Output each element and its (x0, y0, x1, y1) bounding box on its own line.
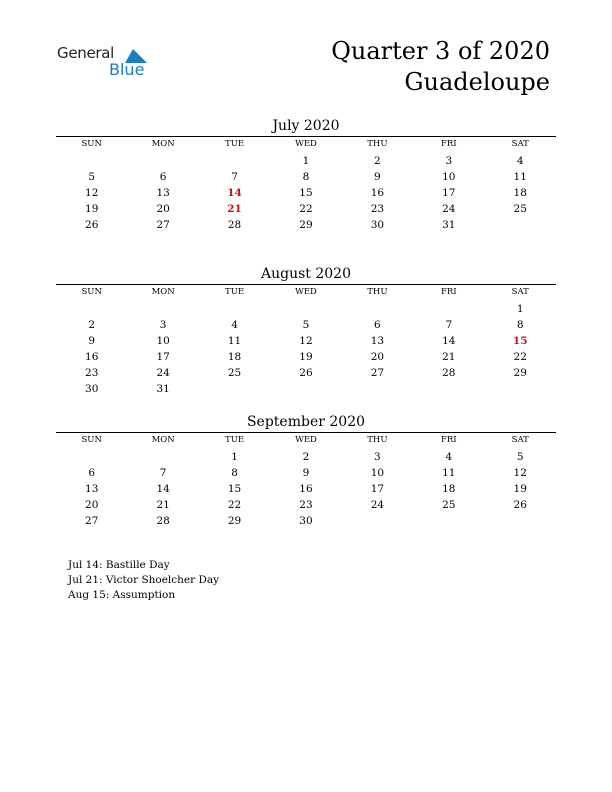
day-cell: 16 (85, 351, 99, 363)
day-cell: 13 (156, 187, 170, 199)
day-cell: 9 (88, 335, 96, 347)
week-row (56, 201, 556, 217)
day-cell: 3 (374, 451, 381, 463)
day-cell: 23 (370, 203, 385, 215)
day-cell: 26 (513, 499, 527, 511)
weekday-header: MON (151, 139, 175, 149)
logo-blue-text: Blue (109, 60, 145, 79)
day-cell: 4 (445, 451, 453, 463)
day-cell: 16 (299, 483, 313, 495)
day-cell: 8 (231, 467, 238, 479)
week-row (56, 217, 556, 233)
weekday-header: FRI (440, 139, 457, 149)
day-cell: 29 (299, 219, 313, 231)
day-cell: 11 (442, 467, 456, 479)
holiday-note: Jul 14: Bastille Day (68, 559, 170, 571)
day-cell: 16 (370, 187, 385, 199)
weekday-header: THU (367, 139, 388, 149)
day-cell: 17 (442, 187, 456, 199)
day-cell: 21 (442, 351, 456, 363)
day-cell: 1 (516, 303, 524, 315)
weekday-header: SUN (81, 287, 102, 297)
day-cell: 4 (516, 155, 524, 167)
day-cell: 1 (231, 451, 238, 463)
day-cell: 18 (513, 187, 527, 199)
week-row (56, 153, 556, 169)
day-cell: 23 (299, 499, 313, 511)
day-cell: 8 (302, 171, 310, 183)
day-cell: 2 (88, 319, 96, 331)
day-cell: 19 (85, 203, 99, 215)
week-row (56, 513, 556, 529)
holiday-day-cell: 15 (512, 335, 528, 347)
weekday-header: MON (151, 435, 175, 445)
weekday-header: WED (295, 139, 317, 149)
day-cell: 20 (370, 351, 385, 363)
day-cell: 14 (442, 335, 456, 347)
day-cell: 22 (299, 203, 313, 215)
day-cell: 19 (513, 483, 527, 495)
day-cell: 27 (156, 219, 170, 231)
day-cell: 30 (299, 515, 313, 527)
day-cell: 11 (227, 335, 242, 347)
empty-day-cell (127, 449, 198, 465)
weekday-header: FRI (440, 435, 457, 445)
day-cell: 13 (85, 483, 99, 495)
empty-day-cell (56, 153, 127, 169)
day-cell: 5 (516, 451, 524, 463)
day-cell: 20 (85, 499, 99, 511)
day-cell: 10 (442, 171, 456, 183)
day-cell: 28 (442, 367, 456, 379)
day-cell: 1 (302, 155, 310, 167)
day-cell: 12 (513, 467, 527, 479)
day-cell: 9 (302, 467, 310, 479)
day-cell: 30 (370, 219, 385, 231)
day-cell: 15 (227, 483, 242, 495)
day-cell: 23 (85, 367, 99, 379)
empty-day-cell (485, 513, 556, 529)
day-cell: 30 (85, 383, 99, 395)
empty-day-cell (127, 301, 198, 317)
empty-day-cell (270, 381, 341, 397)
weekday-header: SAT (511, 287, 529, 297)
weekday-header: MON (151, 287, 175, 297)
empty-day-cell (485, 217, 556, 233)
logo-general-text: General (57, 44, 115, 62)
day-cell: 7 (445, 319, 453, 331)
day-cell: 3 (159, 319, 167, 331)
day-cell: 4 (231, 319, 238, 331)
empty-day-cell (127, 153, 198, 169)
day-cell: 6 (88, 467, 96, 479)
day-cell: 15 (299, 187, 313, 199)
week-row (56, 381, 556, 397)
calendar-grid (56, 136, 556, 233)
week-row (56, 185, 556, 201)
day-cell: 27 (85, 515, 99, 527)
week-row (56, 317, 556, 333)
weekday-header: SUN (81, 435, 102, 445)
day-cell: 2 (374, 155, 381, 167)
day-cell: 5 (88, 171, 96, 183)
day-cell: 28 (156, 515, 170, 527)
empty-day-cell (413, 301, 484, 317)
week-row (56, 497, 556, 513)
empty-day-cell (342, 513, 413, 529)
holiday-note: Jul 21: Victor Shoelcher Day (68, 574, 220, 586)
month-august (56, 264, 556, 397)
title-region: Guadeloupe (404, 68, 550, 96)
month-title: September 2020 (246, 414, 366, 430)
day-cell: 12 (85, 187, 99, 199)
empty-day-cell (56, 301, 127, 317)
week-row (56, 349, 556, 365)
empty-day-cell (199, 153, 270, 169)
weekday-header: SAT (511, 435, 529, 445)
day-cell: 6 (159, 171, 167, 183)
empty-day-cell (413, 381, 484, 397)
day-cell: 6 (374, 319, 381, 331)
day-cell: 28 (227, 219, 242, 231)
day-cell: 12 (299, 335, 313, 347)
day-cell: 26 (299, 367, 313, 379)
week-row (56, 365, 556, 381)
empty-day-cell (342, 301, 413, 317)
day-cell: 7 (159, 467, 167, 479)
day-cell: 24 (156, 367, 170, 379)
day-cell: 10 (156, 335, 170, 347)
day-cell: 22 (227, 499, 242, 511)
weekday-header: TUE (225, 139, 245, 149)
page-title (331, 36, 550, 98)
week-row (56, 301, 556, 317)
day-cell: 22 (513, 351, 527, 363)
day-cell: 2 (302, 451, 310, 463)
empty-day-cell (199, 381, 270, 397)
calendar-grid (56, 284, 556, 397)
day-cell: 25 (442, 499, 456, 511)
weekday-header: SUN (81, 139, 102, 149)
logo (57, 44, 157, 84)
empty-day-cell (270, 301, 341, 317)
day-cell: 24 (442, 203, 456, 215)
week-row (56, 481, 556, 497)
weekday-header: THU (367, 435, 388, 445)
weekday-header: THU (367, 287, 388, 297)
holiday-day-cell: 14 (227, 187, 242, 199)
day-cell: 21 (156, 499, 170, 511)
holiday-day-cell: 21 (227, 203, 242, 215)
weekday-header: TUE (225, 287, 245, 297)
day-cell: 7 (231, 171, 238, 183)
day-cell: 18 (442, 483, 456, 495)
day-cell: 3 (445, 155, 453, 167)
weekday-header: WED (295, 287, 317, 297)
empty-day-cell (342, 381, 413, 397)
day-cell: 27 (370, 367, 385, 379)
holiday-notes (68, 558, 219, 603)
day-cell: 5 (302, 319, 310, 331)
day-cell: 29 (227, 515, 242, 527)
day-cell: 31 (156, 383, 170, 395)
month-september (56, 412, 556, 529)
month-title: August 2020 (261, 266, 351, 282)
month-title: July 2020 (272, 118, 340, 134)
week-row (56, 465, 556, 481)
weekday-header: WED (295, 435, 317, 445)
weekday-header-row (56, 433, 556, 448)
day-cell: 18 (227, 351, 242, 363)
empty-day-cell (485, 381, 556, 397)
day-cell: 11 (513, 171, 527, 183)
weekday-header: SAT (511, 139, 529, 149)
weekday-header: TUE (225, 435, 245, 445)
empty-day-cell (413, 513, 484, 529)
day-cell: 26 (85, 219, 99, 231)
title-quarter: Quarter 3 of 2020 (331, 37, 550, 65)
day-cell: 31 (442, 219, 456, 231)
week-row (56, 333, 556, 349)
day-cell: 25 (227, 367, 242, 379)
calendar-grid (56, 432, 556, 529)
empty-day-cell (56, 449, 127, 465)
weekday-header-row (56, 137, 556, 152)
day-cell: 10 (370, 467, 385, 479)
day-cell: 8 (516, 319, 524, 331)
day-cell: 19 (299, 351, 313, 363)
day-cell: 29 (513, 367, 527, 379)
day-cell: 17 (370, 483, 385, 495)
day-cell: 25 (513, 203, 527, 215)
month-july (56, 116, 556, 233)
week-row (56, 169, 556, 185)
weekday-header: FRI (440, 287, 457, 297)
day-cell: 14 (156, 483, 170, 495)
weekday-header-row (56, 285, 556, 300)
day-cell: 9 (374, 171, 381, 183)
day-cell: 17 (156, 351, 170, 363)
holiday-note: Aug 15: Assumption (68, 589, 176, 601)
day-cell: 20 (156, 203, 170, 215)
day-cell: 24 (370, 499, 385, 511)
day-cell: 13 (370, 335, 385, 347)
week-row (56, 449, 556, 465)
empty-day-cell (199, 301, 270, 317)
